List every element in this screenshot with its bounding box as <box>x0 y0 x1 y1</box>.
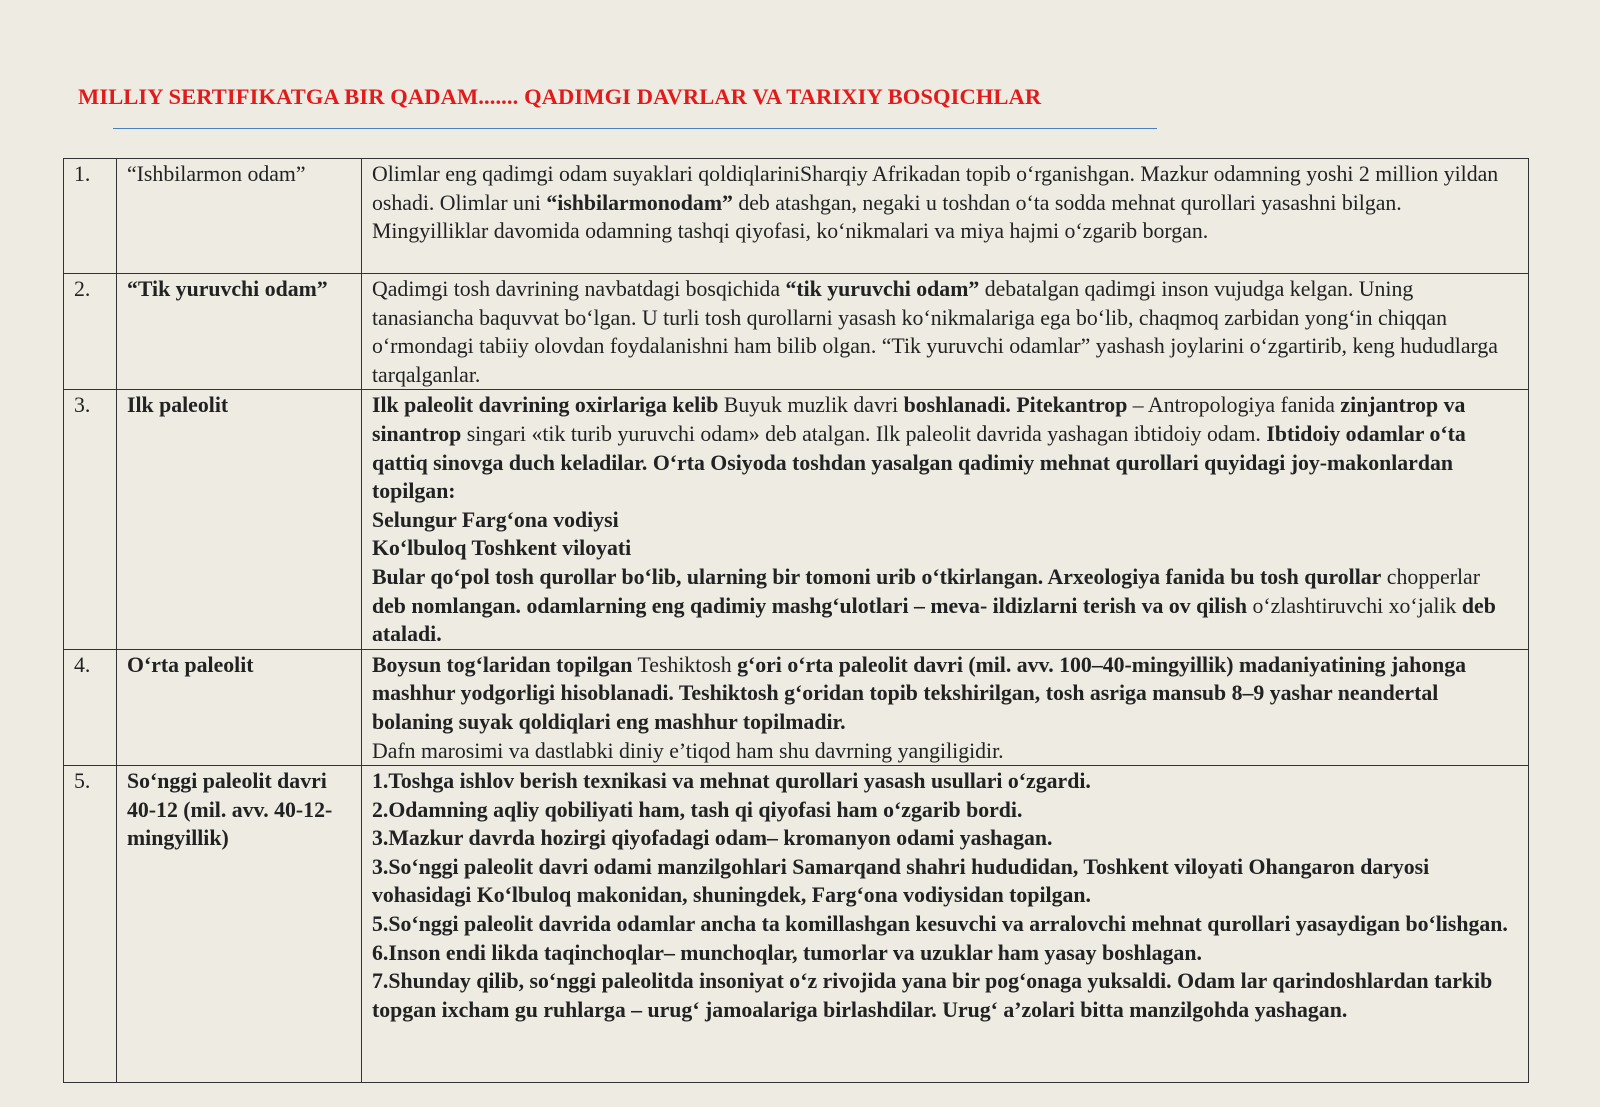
bold-text-run: “ishbilarmonodam” <box>546 190 733 215</box>
bold-text-run: Ko‘lbuloq Toshkent viloyati <box>372 536 632 561</box>
text-run: – Antropologiya fanida <box>1127 393 1341 418</box>
bold-text-run: boshlanadi. Pitekantrop <box>903 393 1128 418</box>
row-term: Ilk paleolit <box>117 390 362 649</box>
row-description <box>362 159 1529 274</box>
row-term: “Ishbilarmon odam” <box>117 159 362 274</box>
table-row <box>64 766 1529 1083</box>
title-underline <box>113 128 1157 129</box>
bold-text-run: deb nomlangan. odamlarning eng qadimiy mashg‘ulotlari – meva- ildizlarni terish va ov qilish <box>372 593 1247 618</box>
bold-text-run: Ibtidoiy odamlar o‘ta qattiq sinovga duch keladilar. O‘rta Osiyoda toshdan yasalgan qadimiy mehnat qurollari quyidagi joy-makonlardan topilgan: <box>372 421 1466 504</box>
row-description <box>362 766 1529 1083</box>
row-term: “Tik yuruvchi odam” <box>117 274 362 390</box>
text-run: Qadimgi tosh davrining navbatdagi bosqichida <box>372 277 786 301</box>
text-run: singari «tik turib yuruvchi odam» deb atalgan. Ilk paleolit davrida yashagan ibtidoiy odam. <box>461 421 1267 446</box>
table-row <box>64 159 1529 274</box>
bold-text-run: Ilk paleolit davrining oxirlariga kelib <box>372 393 719 418</box>
text-run: Buyuk muzlik davri <box>718 393 904 418</box>
table-row <box>64 274 1529 390</box>
bold-text-run: Selungur Farg‘ona vodiysi <box>372 507 619 532</box>
bold-text-run: zinjantrop va sinantrop <box>372 393 1466 446</box>
bold-text-run: 5.So‘nggi paleolit davrida odamlar ancha ta komillashgan kesuvchi va arralovchi mehnat qurollari yasaydigan bo‘lishgan. <box>372 912 1508 937</box>
row-term: O‘rta paleolit <box>117 649 362 765</box>
row-description <box>362 274 1529 390</box>
bold-text-run: 6.Inson endi likda taqinchoqlar– munchoqlar, tumorlar va uzuklar ham yasay boshlagan. <box>372 940 1202 965</box>
row-description <box>362 649 1529 765</box>
bold-text-run: deb ataladi. <box>372 593 1496 647</box>
row-number: 1. <box>64 159 117 274</box>
table-row <box>64 649 1529 765</box>
text-run: Dafn marosimi va dastlabki diniy e’tiqod ham shu davrning yangiligidir. <box>372 738 1004 763</box>
row-number: 3. <box>64 390 117 649</box>
text-run: Olimlar eng qadimgi odam suyaklari qoldiqlariniSharqiy Afrikadan topib o‘rganishgan. Mazkur odamning yoshi 2 million yildan oshadi. Olimlar uni <box>372 162 1499 215</box>
row-number: 2. <box>64 274 117 390</box>
text-run: Teshiktosh <box>632 652 738 677</box>
bold-text-run: 1.Toshga ishlov berish texnikasi va mehnat qurollari yasash usullari o‘zgardi. <box>372 769 1091 794</box>
text-run: chopperlar <box>1381 564 1480 589</box>
row-term: So‘nggi paleolit davri 40-12 (mil. avv. 40-12-mingyillik) <box>117 766 362 1083</box>
bold-text-run: g‘ori o‘rta paleolit davri (mil. avv. 100–40-mingyillik) madaniyatining jahonga mashhur yodgorligi hisoblanadi. Teshiktosh g‘oridan topib tekshirilgan, tosh asriga mansub 8–9 yashar neandertal bolaning suyak qoldiqlari eng mashhur topilmadir. <box>372 652 1467 734</box>
bold-text-run: 7.Shunday qilib, so‘nggi paleolitda insoniyat o‘z rivojida yana bir pog‘onaga yuksaldi. Odam lar qarindoshlardan tarkib topgan ixcham gu ruhlarga – urug‘ jamoalariga birlashdilar. Urug‘ a’zolari bitta manzilgohda yashagan. <box>372 969 1493 1022</box>
page-title: MILLIY SERTIFIKATGA BIR QADAM....... QADIMGI DAVRLAR VA TARIXIY BOSQICHLAR <box>78 84 1042 109</box>
content-table <box>63 158 1529 1083</box>
row-description <box>362 390 1529 649</box>
bold-text-run: Boysun tog‘laridan topilgan <box>372 652 633 677</box>
bold-text-run: 3.So‘nggi paleolit davri odami manzilgohlari Samarqand shahri hududidan, Toshkent viloyati Ohangaron daryosi vohasidagi Ko‘lbuloq makonidan, shuningdek, Farg‘ona vodiysidan topilgan. <box>372 854 1430 908</box>
bold-text-run: “tik yuruvchi odam” <box>785 277 980 301</box>
text-run: o‘zlashtiruvchi xo‘jalik <box>1247 593 1462 618</box>
bold-text-run: Bular qo‘pol tosh qurollar bo‘lib, ularning bir tomoni urib o‘tkirlangan. Arxeologiya fanida bu tosh qurollar <box>372 564 1382 589</box>
bold-text-run: 2.Odamning aqliy qobiliyati ham, tash qi qiyofasi ham o‘zgarib bordi. <box>372 797 1023 822</box>
bold-text-run: 3.Mazkur davrda hozirgi qiyofadagi odam– kromanyon odami yashagan. <box>372 826 1053 851</box>
row-number: 5. <box>64 766 117 1083</box>
text-run: debatalgan qadimgi inson vujudga kelgan. Uning tanasiancha baquvvat bo‘lgan. U turli tosh qurollarni yasash ko‘nikmalariga ega bo‘lib, chaqmoq zarbidan yong‘in chiqqan o‘rmondagi tabiiy olovdan foydalanishni ham bilib olgan. “Tik yuruvchi odamlar” yashash joylarini o‘zgartirib, keng hududlarga tarqalganlar. <box>372 277 1498 387</box>
table-row <box>64 390 1529 649</box>
row-number: 4. <box>64 649 117 765</box>
text-run: deb atashgan, negaki u toshdan o‘ta sodda mehnat qurollari yasashni bilgan. Mingyilliklar davomida odamning tashqi qiyofasi, ko‘nikmalari va miya hajmi o‘zgarib borgan. <box>372 190 1402 244</box>
